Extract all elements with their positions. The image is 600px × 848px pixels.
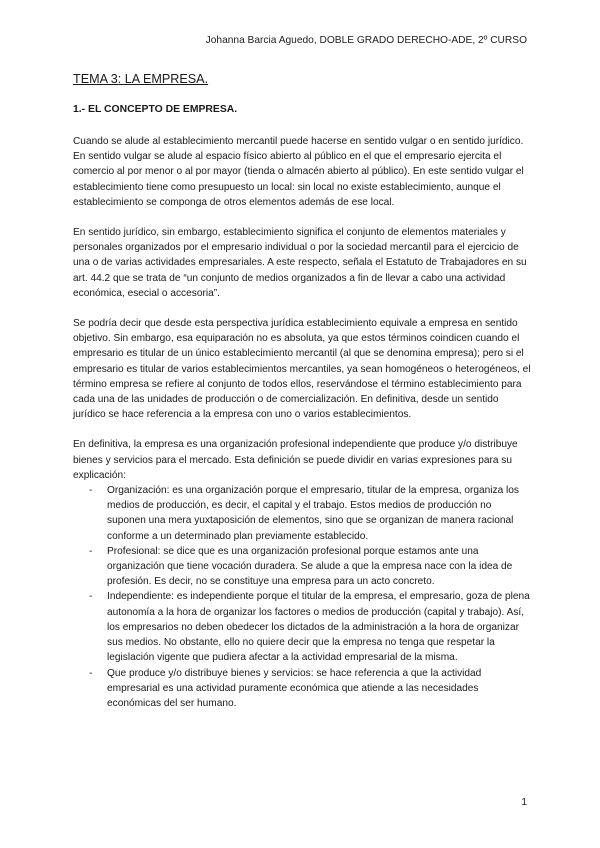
list-item-text: Profesional: se dice que es una organización profesional porque estamos ante una organización que tiene vocación duradera. Se alude a que la empresa nace con la idea de profesión. Es decir, no se constituye una empresa para un acto concreto.: [107, 545, 513, 588]
section-heading: 1.- EL CONCEPTO DE EMPRESA.: [73, 104, 238, 115]
paragraph-perspectiva-juridica: Se podría decir que desde esta perspectiva jurídica establecimiento equivale a empresa en sentido objetivo. Sin embargo, esa equiparación no es absoluta, ya que estos términos coindicen cuando el empresario es titular de un único establecimiento mercantil (al que se denomina empresa); pero si el empresario es titular de varios establecimientos mercantiles, ya sean homogéneos o heterogéneos, el término empresa se refiere al conjunto de todos ellos, reservándose el término establecimiento para cada una de las unidades de producción o de comercialización. En definitiva, desde un sentido jurídico se hace referencia a la empresa con uno o varios establecimientos.: [73, 318, 531, 421]
list-dash: -: [89, 485, 93, 497]
document-title: TEMA 3: LA EMPRESA.: [73, 72, 209, 86]
document-body: [73, 71, 531, 711]
list-dash: -: [89, 667, 93, 679]
list-item: [73, 544, 531, 590]
paragraph-definicion: En definitiva, la empresa es una organización profesional independiente que produce y/o distribuye bienes y servicios para el mercado. Esta definición se puede dividir en varias expresiones para su explicación:: [73, 439, 518, 481]
list-item-text: Que produce y/o distribuye bienes y servicios: se hace referencia a que la actividad empresarial es una actividad puramente económica que atiende a las necesidades económicas del ser humano.: [107, 667, 482, 709]
list-dash: -: [89, 545, 93, 557]
page-number: 1: [521, 797, 527, 808]
list-item-text: Independiente: es independiente porque el titular de la empresa, el empresario, goza de plena autonomía a la hora de organizar los factores o medios de producción (capital y trabajo). Así, los empresarios no deben obedecer los dictados de la administración a la hora de organizar sus medios. No obstante, ello no quiere decir que la empresa no tenga que respetar la legislación vigente que pudiera afectar a la actividad empresarial de la misma.: [107, 591, 530, 664]
list-item: [73, 483, 531, 544]
paragraph-establecimiento: Cuando se alude al establecimiento mercantil puede hacerse en sentido vulgar o en sentido jurídico. En sentido vulgar se alude al espacio físico abierto al público en el que el empresario ejercita el comercio al por menor o al por mayor (tienda o almacén abierto al público). En este sentido vulgar el establecimiento tiene como presupuesto un local: sin local no existe establecimiento, aunque el establecimiento se componga de otros elementos además de ese local.: [73, 136, 524, 208]
list-item: [73, 666, 531, 712]
list-item: [73, 589, 531, 665]
list-dash: -: [89, 591, 93, 603]
definition-list: [73, 483, 531, 711]
list-item-text: Organización: es una organización porque el empresario, titular de la empresa, organiza los medios de producción, es decir, el capital y el trabajo. Estos medios de producción no suponen una mera yuxtaposición de elementos, sino que se organizan de manera racional conforme a un determinado plan previamente establecido.: [107, 485, 519, 542]
paragraph-sentido-juridico: En sentido jurídico, sin embargo, establecimiento significa el conjunto de elementos materiales y personales organizados por el empresario individual o por la sociedad mercantil para el ejercicio de una o de varias actividades empresariales. A este respecto, señala el Estatuto de Trabajadores en su art. 44.2 que se trata de “un conjunto de medios organizados a fin de llevar a cabo una actividad económica, esecial o accesoria”.: [73, 227, 527, 299]
running-header: Johanna Barcia Aguedo, DOBLE GRADO DERECHO-ADE, 2º CURSO: [205, 35, 527, 46]
